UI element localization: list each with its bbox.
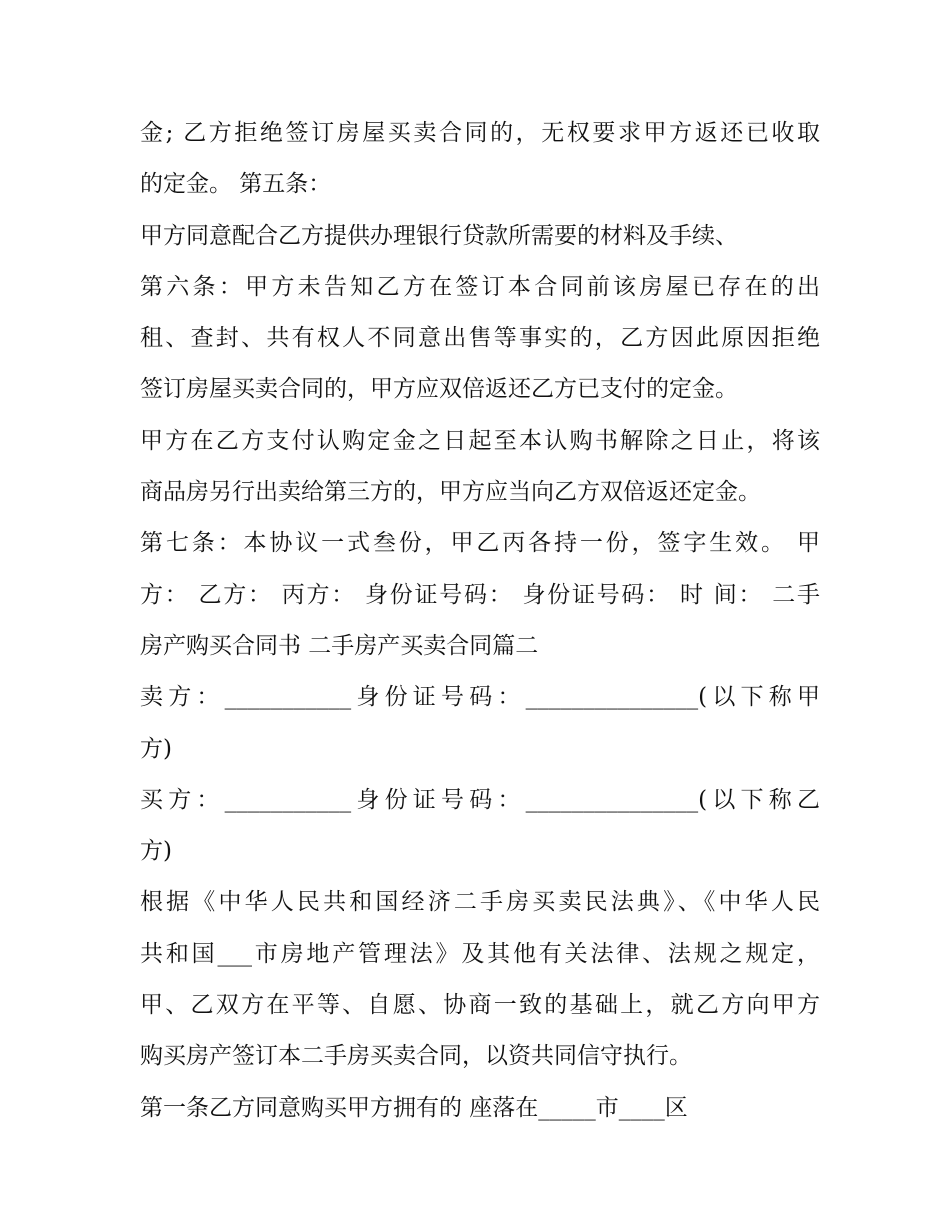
text-line: 金; 乙方拒绝签订房屋买卖合同的，无权要求甲方返还已收取: [140, 120, 820, 146]
text-line: 第六条：甲方未告知乙方在签订本合同前该房屋已存在的出: [140, 273, 820, 300]
text-line: 第七条：本协议一式叁份，甲乙丙各持一份，签字生效。 甲: [140, 530, 820, 557]
document-body: [140, 108, 820, 1134]
text-line: 方： 乙方： 丙方： 身份证号码： 身份证号码： 时 间： 二手: [140, 581, 820, 608]
text-line: 甲方同意配合乙方提供办理银行贷款所需要的材料及手续、: [140, 222, 738, 249]
text-line: 签订房屋买卖合同的，甲方应双倍返还乙方已支付的定金。: [140, 376, 738, 403]
text-line: 商品房另行出卖给第三方的，甲方应当向乙方双倍返还定金。: [140, 479, 761, 506]
text-line: 甲方在乙方支付认购定金之日起至本认购书解除之日止，将该: [140, 427, 820, 454]
text-line: 卖方：___________身份证号码：_______________(以下称甲: [140, 684, 820, 711]
text-line: 共和国___市房地产管理法》及其他有关法律、法规之规定，: [140, 940, 820, 967]
text-line: 买方：___________身份证号码：_______________(以下称乙: [140, 786, 820, 813]
text-line: 根据《中华人民共和国经济二手房买卖民法典》、《中华人民: [140, 889, 820, 916]
text-line: 方): [140, 735, 172, 762]
text-line: 第一条乙方同意购买甲方拥有的 座落在_____市____区: [140, 1094, 688, 1121]
text-line: 甲、乙双方在平等、自愿、协商一致的基础上，就乙方向甲方: [140, 992, 820, 1019]
text-line: 的定金。 第五条：: [140, 171, 332, 198]
text-line: 方): [140, 838, 172, 865]
text-line: 购买房产签订本二手房买卖合同，以资共同信守执行。: [140, 1043, 692, 1070]
text-line: 租、查封、共有权人不同意出售等事实的，乙方因此原因拒绝: [140, 325, 820, 352]
text-line: 房产购买合同书 二手房产买卖合同篇二: [140, 632, 539, 659]
